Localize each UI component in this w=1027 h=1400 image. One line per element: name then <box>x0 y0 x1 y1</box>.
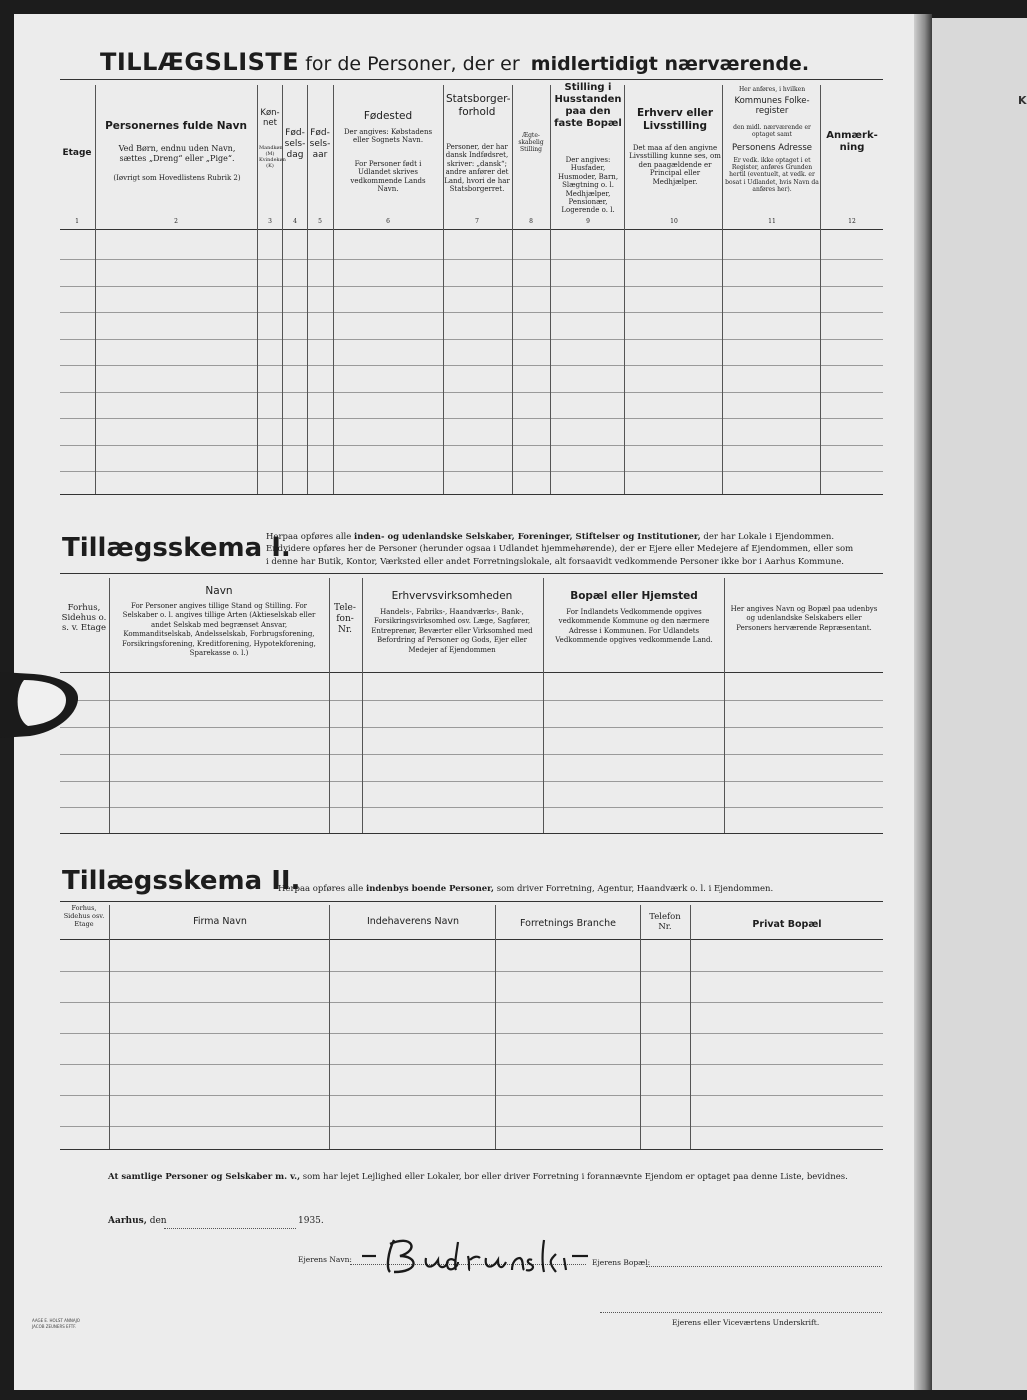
footer-statement-rest: som har lejet Lejlighed eller Lokaler, bor eller driver Forretning i forannævnte Ejendom er optaget paa denne Liste, bevidnes. <box>302 1172 848 1182</box>
skema2-header-telefon: Telefon Nr. <box>649 912 681 933</box>
col-num-5: 5 <box>318 218 322 225</box>
s2-rows-rule-4 <box>60 1064 883 1065</box>
col-num-8: 8 <box>529 218 533 225</box>
col-num-11: 11 <box>768 218 776 225</box>
s1-cols-divider-2 <box>329 578 330 833</box>
printer-line-1: AAGE E. HOLST ANNAJO <box>32 1318 80 1323</box>
main-cols-divider-7 <box>512 85 513 494</box>
s2-rows-rule-5 <box>60 1095 883 1096</box>
col-num-2: 2 <box>174 218 178 225</box>
col-num-3: 3 <box>268 218 272 225</box>
signature-label: Ejerens eller Viceværtens Underskrift. <box>672 1318 820 1327</box>
s1-cols-divider-4 <box>543 578 544 833</box>
s2-rows-rule-1 <box>60 971 883 972</box>
skema2-header-firma: Firma Navn <box>193 916 247 927</box>
skema1-header-erhverv-sub: Handels-, Fabriks-, Haandværks-, Bank-, Forsikringsvirksomhed osv. Læge, Sagfører, Entreprenør, Beværter eller Virksomhed med Befordring af Personer og Gods, Ejer eller Medejer af Ejendommen <box>371 608 533 654</box>
header-navn-sub2: (Iøvrigt som Hovedlistens Rubrik 2) <box>113 174 241 182</box>
s2-cols-divider-2 <box>329 905 330 1149</box>
s1-rows-rule-2 <box>60 727 883 728</box>
main-cols-divider-11 <box>820 85 821 494</box>
header-anmaerkning: Anmærk-ning <box>826 130 878 153</box>
header-fodested-sub: Der angives: Købstadens eller Sognets Navn. <box>343 128 433 145</box>
header-adresse-title: Personens Adresse <box>732 143 812 153</box>
main-rows-rule-5 <box>60 365 883 366</box>
book-spine <box>914 14 932 1390</box>
skema2-top-rule <box>60 901 883 902</box>
main-title-rest: for de Personer, der er <box>305 53 520 75</box>
s2-rows-rule-2 <box>60 1002 883 1003</box>
skema2-header-etage: Forhus, Sidehus osv. Etage <box>63 904 105 928</box>
header-stilling-sub: Der angives: Husfader, Husmoder, Barn, Slægtning o. l. Medhjælper, Pensionær, Logerende o. l. <box>557 156 619 215</box>
col-num-7: 7 <box>475 218 479 225</box>
skema2-title: Tillægsskema II. <box>62 866 301 896</box>
skema2-intro-post: som driver Forretning, Agentur, Haandværk o. l. i Ejendommen. <box>496 884 774 894</box>
header-fodselsaar: Fød-sels-aar <box>309 128 331 160</box>
header-aegteskab: Ægte-skabelig Stilling <box>518 132 544 154</box>
main-title <box>100 48 809 76</box>
s1-cols-divider-3 <box>362 578 363 833</box>
printer-line-2: JACOB ZEUNERS EFTF. <box>32 1323 77 1329</box>
skema2-header-bopael: Privat Bopæl <box>752 919 822 930</box>
skema2-bottom-rule <box>60 1149 883 1150</box>
header-konnet: Køn-net <box>260 108 280 129</box>
main-cols-divider-9 <box>624 85 625 494</box>
main-rows-rule-6 <box>60 392 883 393</box>
owner-signature <box>360 1232 590 1280</box>
date-dotted-line <box>164 1228 296 1229</box>
header-etage: Etage <box>62 148 92 158</box>
s2-rows-rule-6 <box>60 1126 883 1127</box>
main-rows-rule-7 <box>60 418 883 419</box>
skema1-header-rule <box>60 672 883 673</box>
s1-rows-rule-1 <box>60 700 883 701</box>
printer-imprint <box>32 1318 80 1329</box>
skema1-header-bopael-sub: For Indlandets Vedkommende opgives vedkommende Kommune og den nærmere Adresse i Kommunen. For Udlandets Vedkommende opgives vedkommende Land. <box>555 608 713 645</box>
footer-statement-bold: At samtlige Personer og Selskaber m. v., <box>108 1172 301 1182</box>
skema1-top-rule <box>60 573 883 574</box>
col-num-4: 4 <box>293 218 297 225</box>
skema1-intro-pre: Herpaa opføres alle <box>266 532 352 542</box>
s1-rows-rule-3 <box>60 754 883 755</box>
main-rows-rule-3 <box>60 312 883 313</box>
header-adresse-register: Kommunes Folke-register <box>734 96 810 117</box>
col-num-1: 1 <box>75 218 79 225</box>
col-num-6: 6 <box>386 218 390 225</box>
s2-cols-divider-3 <box>495 905 496 1149</box>
s2-rows-rule-3 <box>60 1033 883 1034</box>
skema1-header-navn: Navn <box>205 585 233 597</box>
next-page-letter: K <box>1018 94 1027 107</box>
main-table-top-rule <box>60 79 883 80</box>
s2-cols-divider-5 <box>690 905 691 1149</box>
footer-date-line <box>108 1216 167 1226</box>
owner-address-dotted-line <box>646 1266 882 1267</box>
header-erhverv: Erhverv eller Livsstilling <box>636 107 714 132</box>
skema1-header-etage: Forhus, Sidehus o. s. v. Etage <box>61 603 107 634</box>
footer-den: den <box>149 1216 167 1226</box>
footer-place: Aarhus, <box>108 1216 147 1226</box>
skema2-header-rule <box>60 939 883 940</box>
main-rows-rule-8 <box>60 445 883 446</box>
main-table-header-rule <box>60 229 883 230</box>
main-cols-divider-10 <box>722 85 723 494</box>
header-adresse-sub2: Er vedk. ikke optaget i et Register, anføres Grunden hertil (eventuelt, at vedk. er bosat i Udlandet, hvis Navn da anføres her). <box>725 157 819 193</box>
main-cols-divider-8 <box>550 85 551 494</box>
header-adresse-pre: Her anføres, i hvilken <box>738 86 806 93</box>
col-num-12: 12 <box>848 218 856 225</box>
header-fodested-sub2: For Personer født i Udlandet skrives vedkommende Lands Navn. <box>350 160 426 194</box>
s1-rows-rule-5 <box>60 807 883 808</box>
skema1-intro-line3: i denne har Butik, Kontor, Værksted eller andet Forretningslokale, alt forsaavidt vedkommende Personer ikke bor i Aarhus Kommune. <box>266 556 844 567</box>
col-num-9: 9 <box>586 218 590 225</box>
s2-cols-divider-4 <box>640 905 641 1149</box>
skema2-header-branche: Forretnings Branche <box>520 918 616 929</box>
s2-cols-divider-1 <box>109 905 110 1149</box>
header-navn-sub: Ved Børn, endnu uden Navn, sættes „Dreng“ eller „Pige“. <box>118 144 236 163</box>
header-navn: Personernes fulde Navn <box>105 120 247 132</box>
header-fodested: Fødested <box>363 110 413 122</box>
owner-name-label: Ejerens Navn: <box>298 1255 352 1264</box>
skema1-intro-bold: inden- og udenlandske Selskaber, Foreninger, Stiftelser og Institutioner, <box>354 532 701 542</box>
main-rows-rule-1 <box>60 259 883 260</box>
header-statsborger-sub: Personer, der har dansk Indfødsret, skriver: „dansk“; andre anfører det Land, hvori de har Statsborgerret. <box>444 143 510 193</box>
skema1-header-telefon: Tele-fon-Nr. <box>334 603 356 635</box>
main-rows-rule-4 <box>60 339 883 340</box>
header-adresse-sub: den midl. nærværende er optaget samt <box>733 124 811 139</box>
skema2-intro <box>278 883 888 895</box>
owner-address-label: Ejerens Bopæl: <box>592 1258 651 1267</box>
header-statsborger: Statsborger-forhold <box>446 93 511 118</box>
header-konnet-sub: Mandkøn (M) Kvindekøn (K) <box>259 145 286 169</box>
skema1-title: Tillægsskema I. <box>62 533 291 563</box>
main-table-bottom-rule <box>60 494 883 495</box>
main-cols-divider-5 <box>333 85 334 494</box>
next-page-edge <box>932 18 1027 1390</box>
main-rows-rule-9 <box>60 471 883 472</box>
header-stilling: Stilling i Husstanden paa den faste Bopæl <box>554 82 622 129</box>
main-title-bold: TILLÆGSLISTE <box>100 48 300 76</box>
main-title-end: midlertidigt nærværende. <box>530 53 810 75</box>
skema1-intro <box>266 531 886 568</box>
main-cols-divider-1 <box>95 85 96 494</box>
skema1-header-erhverv: Erhvervsvirksomheden <box>391 590 513 602</box>
s1-cols-divider-1 <box>109 578 110 833</box>
s1-cols-divider-5 <box>724 578 725 833</box>
thumb-image <box>0 670 80 740</box>
header-fodselsdag: Fød-sels-dag <box>284 128 306 160</box>
skema2-intro-bold: indenbys boende Personer, <box>366 884 495 894</box>
skema1-intro-line2: Endvidere opføres her de Personer (herunder ogsaa i Udlandet hjemmehørende), der er Ejere eller Medejere af Ejendommen, eller som <box>266 544 854 555</box>
main-rows-rule-2 <box>60 286 883 287</box>
skema1-header-navn-sub: For Personer angives tillige Stand og Stilling. For Selskaber o. l. angives tillige Arten (Aktieselskab eller andet Selskab med begrænset Ansvar, Kommanditselskab, Andelsselskab, Forbrugsforening, Forsikringsforening, Kreditforening, Hypotekforening, Sparekasse o. l.) <box>122 602 316 658</box>
skema1-header-repr: Her angives Navn og Bopæl paa udenbys og udenlandske Selskabers eller Personers herværende Repræsentant. <box>730 605 878 632</box>
footer-statement <box>108 1171 888 1183</box>
skema1-header-bopael: Bopæl eller Hjemsted <box>570 590 698 602</box>
skema1-intro-post: der har Lokale i Ejendommen. <box>703 532 835 542</box>
skema2-intro-pre: Herpaa opføres alle <box>278 884 364 894</box>
skema1-bottom-rule <box>60 833 883 834</box>
signature-dotted-line <box>600 1312 882 1313</box>
s1-rows-rule-4 <box>60 781 883 782</box>
col-num-10: 10 <box>670 218 678 225</box>
main-cols-divider-2 <box>257 85 258 494</box>
header-erhverv-sub: Det maa af den angivne Livsstilling kunne ses, om den paagældende er Principal eller Medhjælper. <box>629 144 721 186</box>
skema2-header-indehaver: Indehaverens Navn <box>366 916 460 927</box>
footer-year: 1935. <box>298 1216 324 1226</box>
